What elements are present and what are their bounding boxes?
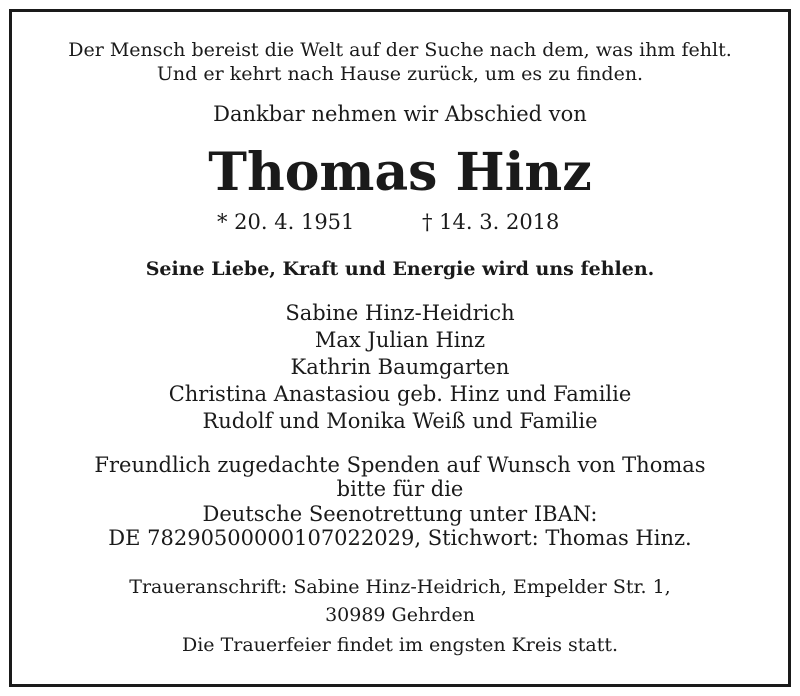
mourning-address: Traueranschrift: Sabine Hinz-Heidrich, Empelder Str. 1, — [129, 576, 671, 598]
ceremony-note: Die Trauerfeier findet im engsten Kreis statt. — [181, 634, 619, 656]
deceased-name: Thomas Hinz — [208, 142, 592, 203]
intro-text: Dankbar nehmen wir Abschied von — [213, 102, 587, 126]
mourner-name: Kathrin Baumgarten — [290, 355, 510, 379]
tagline: Seine Liebe, Kraft und Energie wird uns fehlen. — [145, 258, 655, 280]
mourning-address-city: 30989 Gehrden — [325, 604, 475, 626]
mourner-name: Max Julian Hinz — [314, 328, 486, 352]
obituary-notice — [9, 9, 791, 687]
motto-line-1: Der Mensch bereist die Welt auf der Suche nach dem, was ihm fehlt. — [68, 39, 732, 61]
mourner-name: Christina Anastasiou geb. Hinz und Familie — [168, 382, 632, 406]
donation-line: Freundlich zugedachte Spenden auf Wunsch von Thomas — [94, 453, 706, 477]
donation-line: DE 78290500000107022029, Stichwort: Thomas Hinz. — [108, 526, 692, 550]
motto-line-2: Und er kehrt nach Hause zurück, um es zu finden. — [156, 63, 644, 85]
birth-date: * 20. 4. 1951 — [217, 210, 355, 234]
death-date: † 14. 3. 2018 — [422, 210, 560, 234]
mourner-name: Rudolf und Monika Weiß und Familie — [202, 409, 598, 433]
mourner-name: Sabine Hinz-Heidrich — [285, 301, 515, 325]
donation-line: bitte für die — [336, 477, 464, 501]
donation-line: Deutsche Seenotrettung unter IBAN: — [202, 502, 598, 526]
